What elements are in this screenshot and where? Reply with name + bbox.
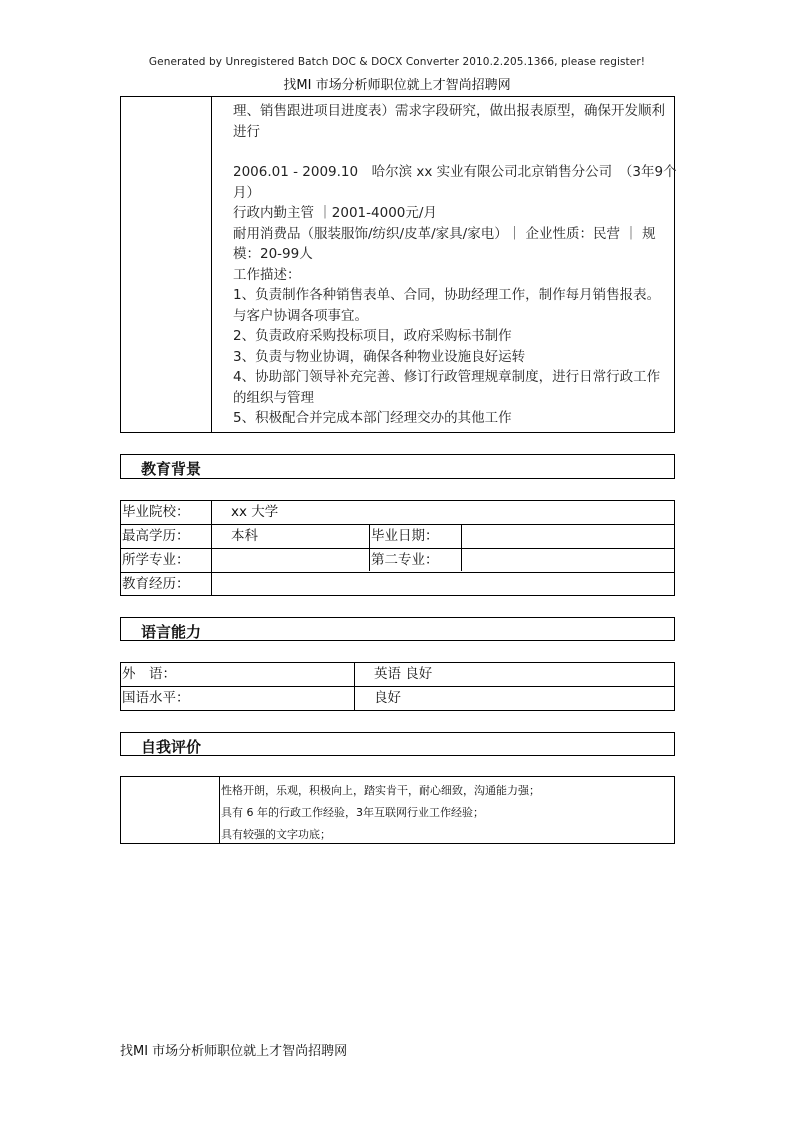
major-label: 所学专业：: [122, 552, 190, 568]
converter-watermark: Generated by Unregistered Batch DOC & DOCX Converter 2010.2.205.1366, please register!: [148, 56, 646, 68]
work-duty-1-line-2: 与客户协调各项事宜。: [233, 307, 368, 324]
header-recruit-link[interactable]: 找MI 市场分析师职位就上才智尚招聘网: [283, 78, 511, 93]
school-label: 毕业院校：: [122, 504, 190, 520]
self-eval-line-3: 具有较强的文字功底；: [221, 828, 331, 841]
degree-label: 最高学历：: [122, 528, 190, 544]
education-title: 教育背景: [141, 460, 202, 478]
work-experience-table: [120, 96, 675, 433]
work-duty-5: 5、积极配合并完成本部门经理交办的其他工作: [233, 410, 512, 426]
education-section-header: [120, 454, 675, 479]
education-table: [120, 500, 675, 596]
degree-value: 本科: [231, 528, 258, 544]
work-duty-2: 2、负责政府采购投标项目，政府采购标书制作: [233, 328, 512, 344]
foreign-language-value: 英语 良好: [374, 666, 433, 682]
self-eval-title: 自我评价: [141, 738, 202, 756]
work-experience-content: [233, 101, 677, 429]
work-cont-line-1: 理、销售跟进项目进度表）需求字段研究，做出报表原型，确保开发顺利: [233, 103, 665, 119]
edu-col-line-2: [369, 524, 370, 571]
work-duty-1-line-1: 1、负责制作各种销售表单、合同，协助经理工作，制作每月销售报表。: [233, 287, 661, 303]
foreign-language-label: 外 语：: [122, 666, 176, 682]
self-eval-line-1: 性格开朗，乐观，积极向上，踏实肯干，耐心细致，沟通能力强；: [221, 784, 540, 797]
second-major-label: 第二专业：: [371, 552, 439, 568]
language-table: [120, 662, 675, 711]
school-value: xx 大学: [231, 504, 279, 520]
lang-col-line: [354, 663, 355, 710]
work-duty-4-line-1: 4、协助部门领导补充完善、修订行政管理规章制度，进行日常行政工作: [233, 369, 661, 385]
edu-col-line-3: [461, 524, 462, 571]
work-position-salary: 行政内勤主管 ｜2001-4000元/月: [233, 205, 437, 221]
self-eval-line-2: 具有 6 年的行政工作经验，3年互联网行业工作经验；: [221, 806, 484, 819]
work-desc-title: 工作描述：: [233, 266, 301, 283]
work-duty-3: 3、负责与物业协调，确保各种物业设施良好运转: [233, 348, 526, 365]
edu-col-line-1: [211, 501, 212, 595]
edu-row-line-3: [121, 572, 674, 573]
self-eval-content: [221, 780, 540, 846]
mandarin-label: 国语水平：: [122, 690, 190, 706]
language-section-header: [120, 617, 675, 641]
work-period-company: 2006.01 - 2009.10 哈尔滨 xx 实业有限公司北京销售分公司 （3年9个: [233, 164, 677, 180]
work-industry-line-2: 模：20-99人: [233, 246, 313, 262]
work-duty-4-line-2: 的组织与管理: [233, 389, 314, 406]
language-title: 语言能力: [141, 623, 202, 641]
work-cont-line-2: 进行: [233, 123, 260, 140]
work-period-duration: 月）: [233, 184, 260, 201]
work-industry-line-1: 耐用消费品（服装服饰/纺织/皮革/家具/家电）｜ 企业性质：民营 ｜ 规: [233, 225, 656, 242]
mandarin-value: 良好: [374, 690, 401, 706]
self-eval-col-line: [219, 777, 220, 843]
edu-experience-label: 教育经历：: [122, 576, 190, 592]
footer-recruit-link[interactable]: 找MI 市场分析师职位就上才智尚招聘网: [120, 1044, 348, 1059]
self-eval-section-header: [120, 732, 675, 756]
self-eval-table: [120, 776, 675, 844]
grad-date-label: 毕业日期：: [371, 528, 439, 544]
work-table-divider: [211, 97, 212, 432]
